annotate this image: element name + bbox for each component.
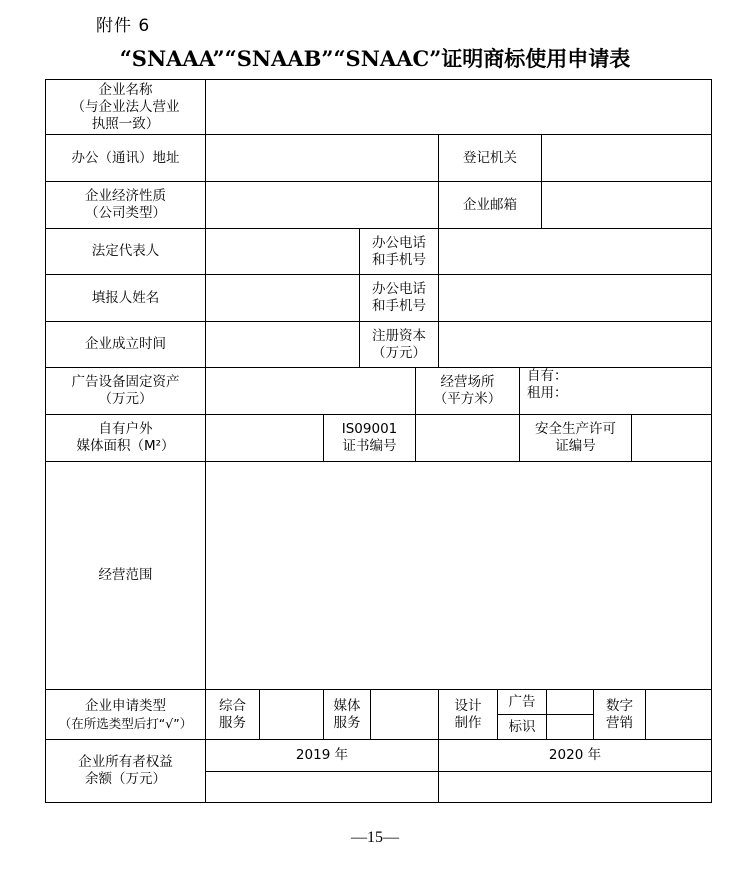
safety-license-label: 安全生产许可 证编号	[535, 421, 616, 454]
type-media-service: 媒体 服务	[333, 697, 361, 731]
office-address-label: 办公（通讯）地址	[71, 149, 180, 166]
ad-assets-label: 广告设备固定资产 （万元）	[71, 374, 180, 407]
premises-label: 经营场所 （平方米）	[433, 374, 502, 407]
owner-equity-label: 企业所有者权益 余额（万元）	[78, 754, 173, 787]
outdoor-media-area-label: 自有户外 媒体面积（M²）	[76, 421, 175, 454]
type-media-checkbox[interactable]	[371, 690, 438, 739]
registration-authority-label: 登记机关	[463, 149, 517, 166]
type-design-production: 设计 制作	[454, 697, 482, 731]
type-digital-checkbox[interactable]	[646, 690, 711, 739]
registered-capital-label: 注册资本 （万元）	[372, 327, 426, 361]
page-number: —15—	[351, 829, 399, 846]
iso-cert-label: IS09001 证书编号	[341, 421, 398, 454]
type-integrated-checkbox[interactable]	[260, 690, 323, 739]
application-type-label: 企业申请类型 （在所选类型后打“√”）	[58, 697, 193, 731]
phone-label-legal-rep: 办公电话 和手机号	[372, 234, 426, 268]
type-integrated-service: 综合 服务	[219, 697, 246, 731]
type-digital-marketing: 数字 营销	[606, 697, 633, 731]
rented-label: 租用：	[527, 385, 568, 401]
form-title: “SNAAA”“SNAAB”“SNAAC”证明商标使用申请表	[119, 46, 631, 71]
type-ad-checkbox[interactable]	[547, 690, 593, 714]
type-sign-label: 标识	[508, 718, 536, 735]
economic-nature-label: 企业经济性质 （公司类型）	[85, 188, 166, 221]
type-sign-checkbox[interactable]	[547, 715, 593, 739]
premises-ownership	[520, 368, 711, 414]
business-scope-label: 经营范围	[98, 567, 153, 583]
filler-name-label: 填报人姓名	[91, 289, 160, 306]
type-ad-label: 广告	[508, 693, 536, 710]
legal-rep-label: 法定代表人	[91, 243, 160, 259]
owned-label: 自有：	[527, 368, 568, 384]
attachment-label: 附件 6	[96, 16, 151, 36]
company-email-label: 企业邮箱	[463, 196, 517, 213]
year-2020-header: 2020 年	[548, 747, 602, 763]
year-2019-header: 2019 年	[295, 747, 349, 763]
company-name-label: 企业名称 （与企业法人营业 执照一致）	[71, 81, 180, 132]
phone-label-filler: 办公电话 和手机号	[372, 281, 426, 314]
established-date-label: 企业成立时间	[85, 336, 166, 352]
